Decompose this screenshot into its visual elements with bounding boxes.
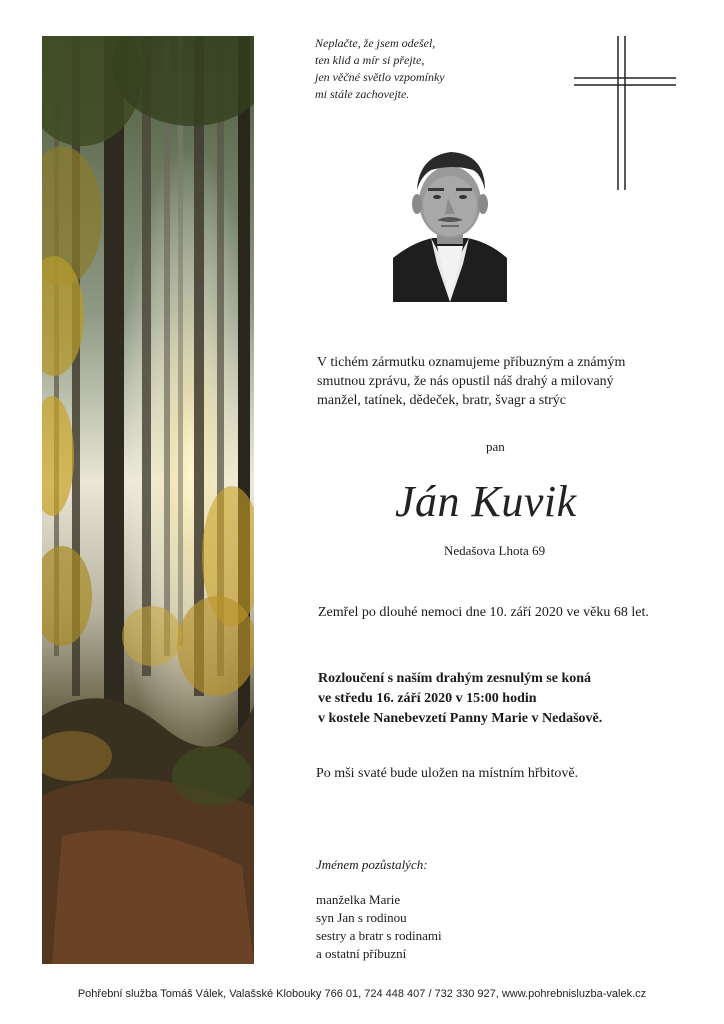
burial-notice: Po mši svaté bude uložen na místním hřbitově. xyxy=(316,766,579,781)
announcement-line: smutnou zprávu, že nás opustil náš drahý a milovaný xyxy=(317,374,614,389)
poem-line: jen věčné světlo vzpomínky xyxy=(315,70,445,84)
death-notice: Zemřel po dlouhé nemoci dne 10. září 2020 ve věku 68 let. xyxy=(318,605,649,620)
farewell-details xyxy=(318,669,602,729)
list-item: manželka Marie xyxy=(316,892,401,907)
poem xyxy=(315,35,445,103)
survivors-list xyxy=(316,891,442,963)
list-item: syn Jan s rodinou xyxy=(316,910,407,925)
footer-contact: Pohřební služba Tomáš Válek, Valašské Klobouky 766 01, 724 448 407 / 732 330 927, www.pohrebnisluzba-valek.cz xyxy=(77,988,647,1000)
announcement-line: V tichém zármutku oznamujeme příbuzným a známým xyxy=(317,355,626,370)
list-item: a ostatní příbuzní xyxy=(316,946,407,961)
deceased-name: Ján Kuvik xyxy=(395,477,577,526)
survivors-heading: Jménem pozůstalých: xyxy=(316,857,428,872)
list-item: sestry a bratr s rodinami xyxy=(316,928,442,943)
honorific: pan xyxy=(486,439,505,454)
farewell-line: ve středu 16. září 2020 v 15:00 hodin xyxy=(318,691,537,706)
announcement-line: manžel, tatínek, dědeček, bratr, švagr a strýc xyxy=(317,393,566,408)
poem-line: ten klid a mír si přejte, xyxy=(315,53,425,67)
poem-line: mi stále zachovejte. xyxy=(315,87,410,101)
cross-icon xyxy=(572,36,678,192)
poem-line: Neplačte, že jsem odešel, xyxy=(315,36,436,50)
forest-photo xyxy=(42,36,254,964)
deceased-address: Nedašova Lhota 69 xyxy=(444,543,546,558)
portrait-photo xyxy=(393,146,507,302)
farewell-line: Rozloučení s naším drahým zesnulým se koná xyxy=(318,671,592,686)
announcement-text xyxy=(317,353,657,410)
farewell-line: v kostele Nanebevzetí Panny Marie v Nedašově. xyxy=(318,711,603,726)
